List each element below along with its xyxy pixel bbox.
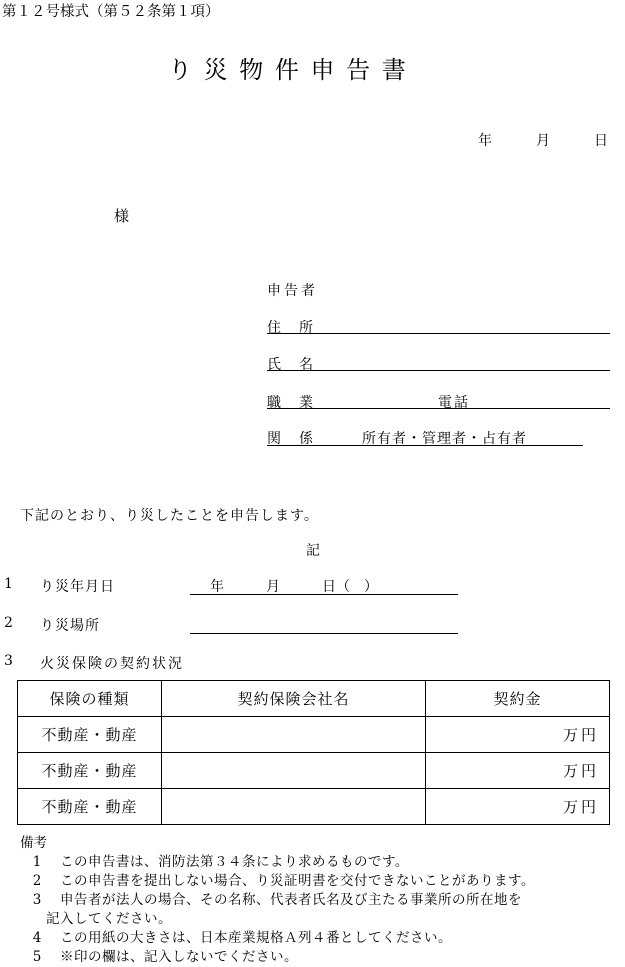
relation-line [267,428,583,446]
note-item-continuation [20,910,535,929]
table-header: 保険の種類 [18,681,162,717]
table-header-row [18,681,610,717]
item-3-number: 3 [4,653,13,669]
item-1-label: り災年月日 [40,579,115,595]
note-number: 2 [32,873,42,889]
table-header: 契約保険会社名 [162,681,426,717]
address-label: 住 所 [267,320,315,336]
note-item [20,948,535,967]
name-line[interactable] [267,354,610,371]
statement: 下記のとおり、り災したことを申告します。 [20,508,319,524]
note-item [20,891,535,910]
insurance-amount-cell[interactable]: 万円 [426,789,610,825]
insurance-table [17,680,610,825]
insurance-company-cell[interactable] [162,789,426,825]
note-number: 3 [32,892,42,908]
insurance-amount-cell[interactable]: 万円 [426,717,610,753]
item-1-value: 年 月 日（ ） [210,579,378,595]
form-title: り 災 物 件 申 告 書 [168,56,408,84]
insurance-type-cell: 不動産・動産 [18,789,162,825]
item-1-number: 1 [4,576,13,592]
item-2-label: り災場所 [40,618,100,634]
notes-heading: 備考 [20,835,47,851]
item-3-label: 火災保険の契約状況 [40,656,184,672]
note-number: 4 [32,930,42,946]
occupation-line[interactable] [267,392,610,409]
occupation-label: 職 業 [267,395,315,411]
note-item [20,872,535,891]
insurance-company-cell[interactable] [162,717,426,753]
note-item [20,853,535,872]
addressee-suffix: 様 [114,207,130,225]
note-text: この申告書は、消防法第３４条により求めるものです。 [60,854,409,870]
table-row [18,717,610,753]
note-text: 申告者が法人の場合、その名称、代表者氏名及び主たる事業所の所在地を [60,892,522,908]
ki-heading: 記 [306,543,320,559]
relation-value: 所有者・管理者・占有者 [362,431,527,447]
address-line[interactable] [267,317,610,334]
disaster-date-line[interactable] [190,576,458,595]
notes-section [20,834,535,967]
disaster-place-line[interactable] [190,615,458,634]
table-row [18,753,610,789]
note-text: この用紙の大きさは、日本産業規格Ａ列４番としてください。 [60,930,452,946]
table-header: 契約金 [426,681,610,717]
insurance-company-cell[interactable] [162,753,426,789]
note-text: ※印の欄は、記入しないでください。 [60,949,298,965]
insurance-amount-cell[interactable]: 万円 [426,753,610,789]
item-2-number: 2 [4,615,13,631]
relation-label: 関 係 [267,431,315,447]
name-label: 氏 名 [267,357,315,373]
date-day: 日 [594,133,608,149]
insurance-type-cell: 不動産・動産 [18,717,162,753]
note-text: この申告書を提出しない場合、り災証明書を交付できないことがあります。 [60,873,535,889]
form-id: 第１２号様式（第５２条第１項） [2,4,220,20]
note-item [20,929,535,948]
note-text: 記入してください。 [46,911,172,927]
insurance-type-cell: 不動産・動産 [18,753,162,789]
date-month: 月 [536,133,550,149]
applicant-heading: 申告者 [267,283,318,299]
table-row [18,789,610,825]
note-number: 5 [32,949,42,965]
phone-label: 電話 [438,395,470,411]
note-number: 1 [32,854,42,870]
date-year: 年 [478,133,492,149]
